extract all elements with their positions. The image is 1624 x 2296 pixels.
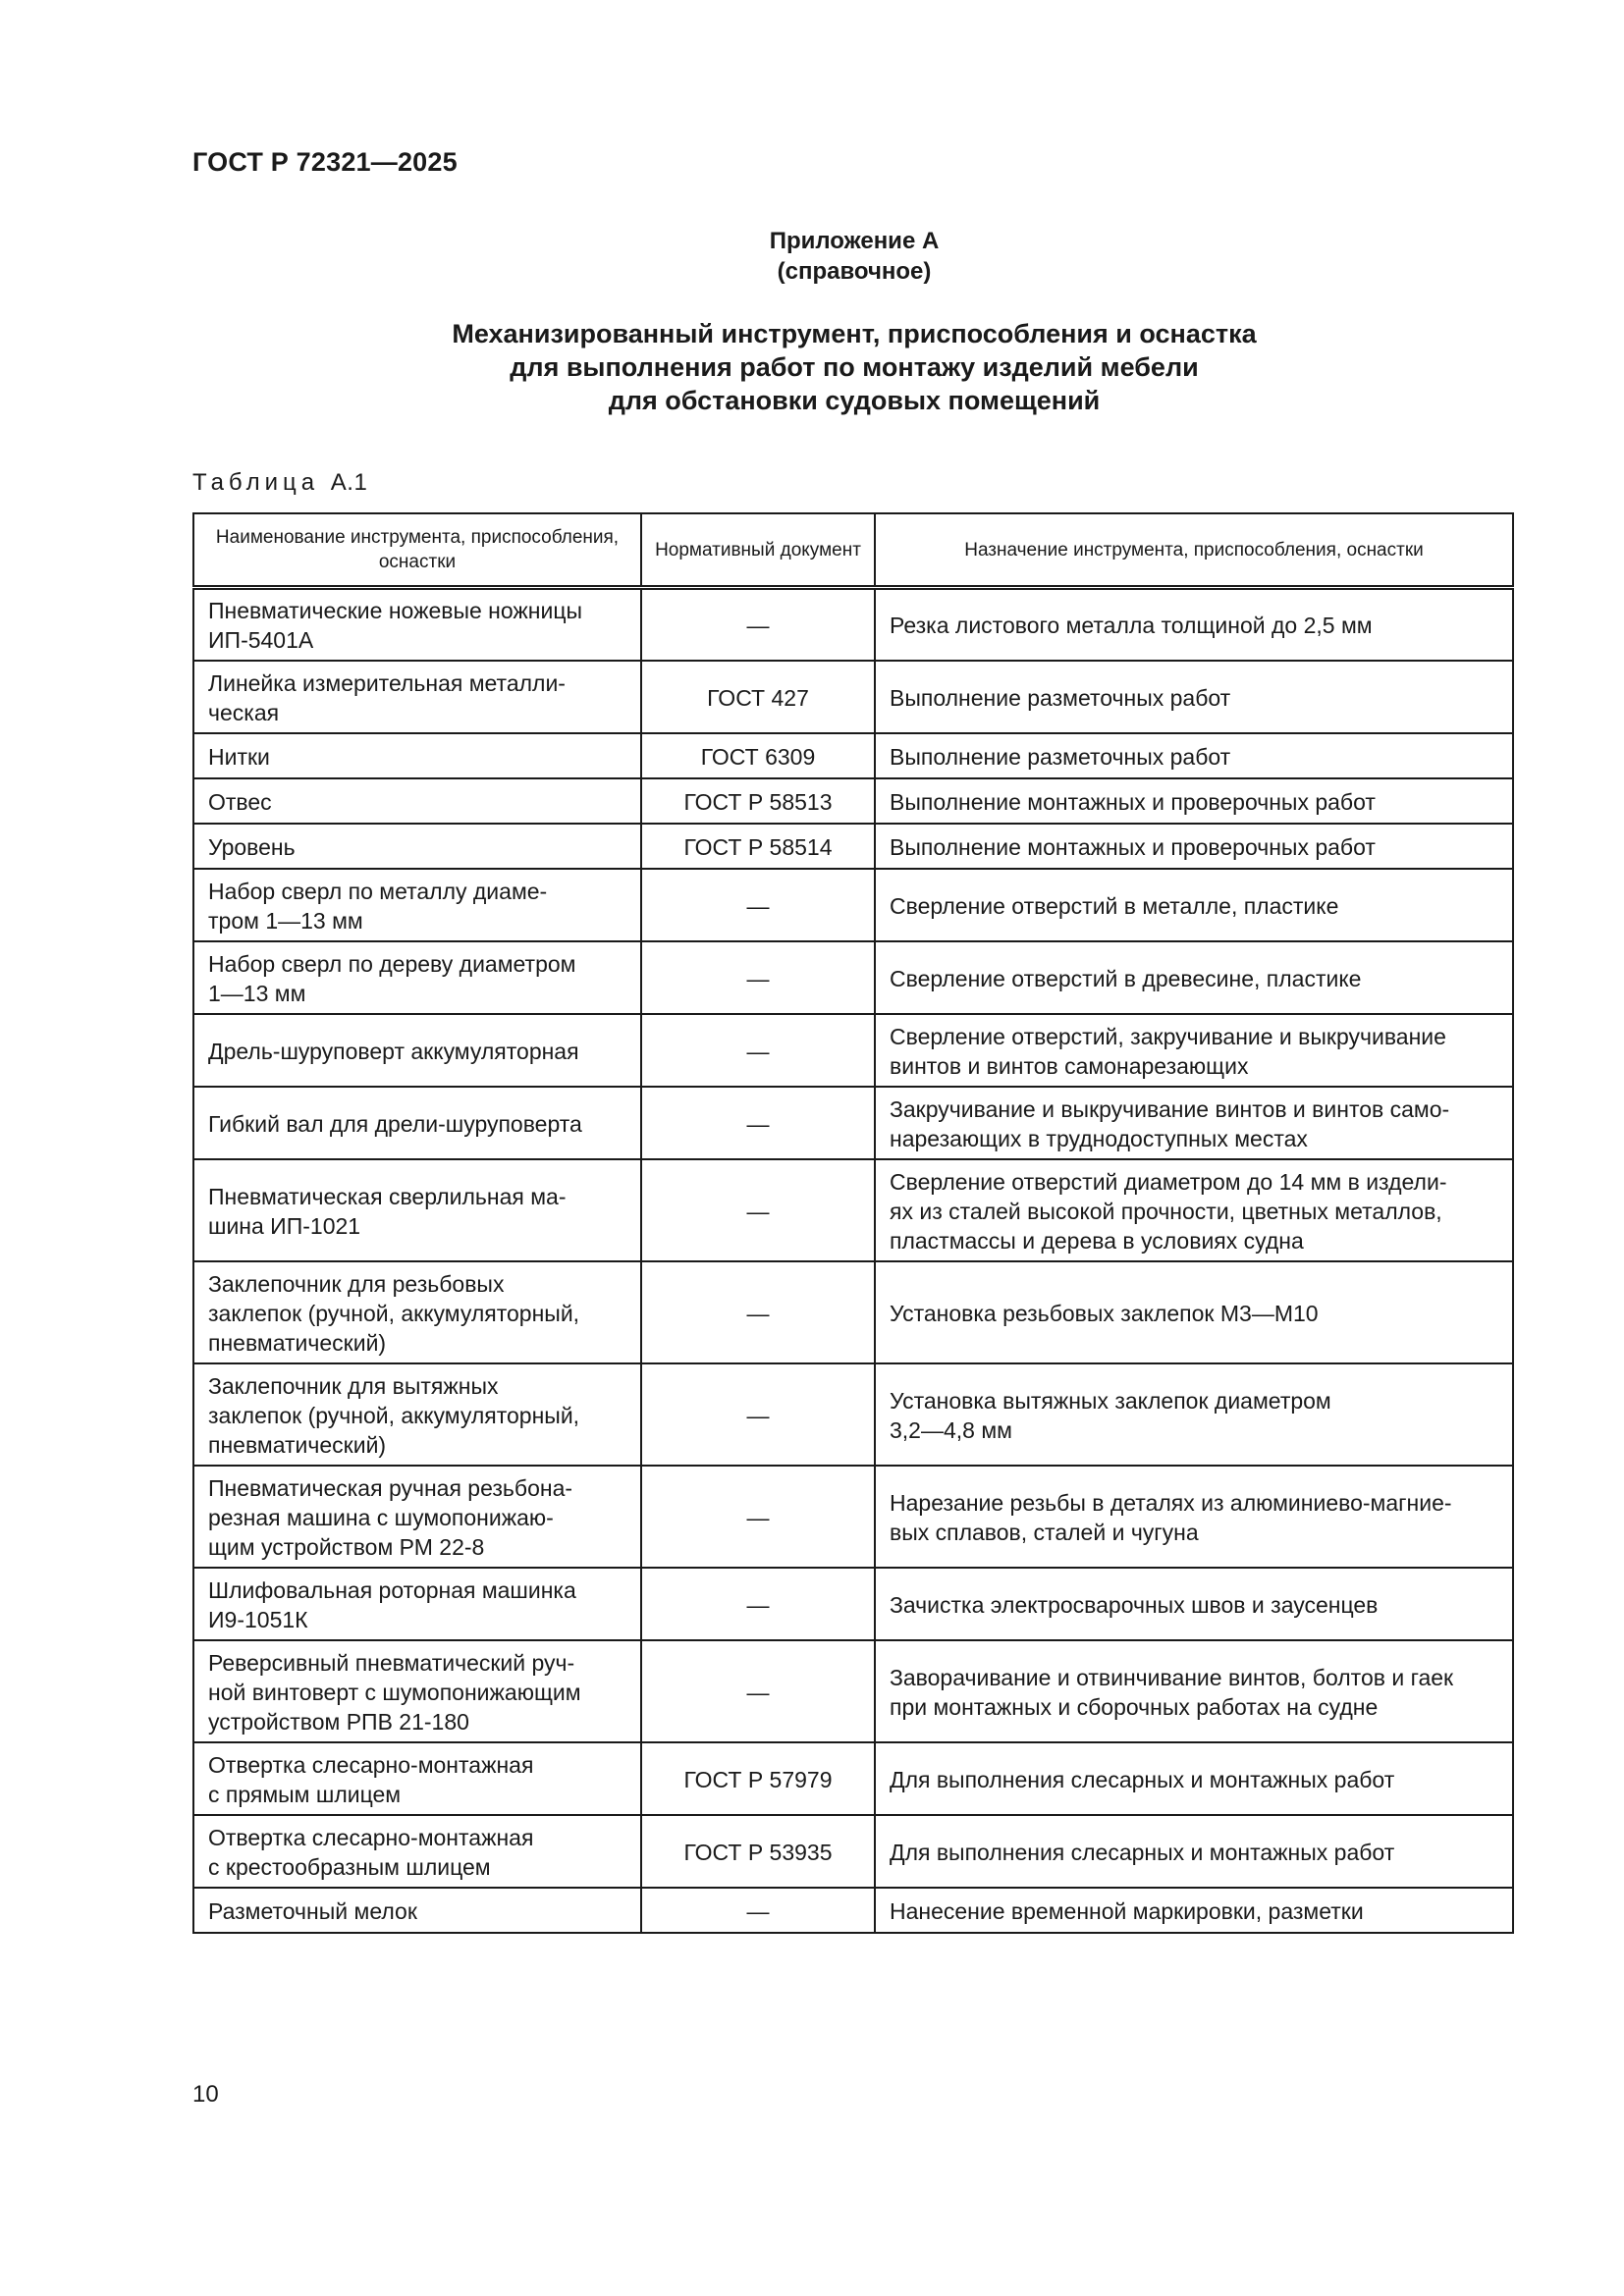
- table-caption-number: А.1: [330, 469, 368, 496]
- cell-text-line: с крестообразным шлицем: [208, 1853, 491, 1880]
- cell-tool-name: [193, 1261, 641, 1363]
- table-row: [193, 1742, 1513, 1815]
- header-text: приспособления, оснастки: [378, 527, 620, 572]
- cell-text-line: Выполнение монтажных и проверочных работ: [890, 788, 1376, 815]
- page-number: 10: [192, 2081, 219, 2108]
- cell-normative-document: —: [641, 1568, 875, 1640]
- cell-text-line: Закручивание и выкручивание винтов и винтов само-: [890, 1095, 1450, 1122]
- cell-text-line: устройством РПВ 21-180: [208, 1708, 469, 1735]
- cell-text-line: пневматический): [208, 1431, 387, 1458]
- cell-text-line: Установка резьбовых заклепок М3—М10: [890, 1300, 1319, 1326]
- cell-text-line: Сверление отверстий, закручивание и выкручивание: [890, 1023, 1446, 1049]
- cell-normative-document: ГОСТ Р 58513: [641, 778, 875, 824]
- cell-purpose: [875, 824, 1513, 869]
- cell-text-line: пневматический): [208, 1329, 387, 1356]
- cell-text-line: Зачистка электросварочных швов и заусенцев: [890, 1591, 1379, 1618]
- cell-tool-name: [193, 1568, 641, 1640]
- cell-tool-name: [193, 733, 641, 778]
- cell-normative-document: —: [641, 1466, 875, 1568]
- cell-text-line: заклепок (ручной, аккумуляторный,: [208, 1402, 580, 1428]
- table-row: [193, 1640, 1513, 1742]
- cell-normative-document: —: [641, 1014, 875, 1087]
- cell-text-line: тром 1—13 мм: [208, 907, 363, 934]
- cell-text-line: Нанесение временной маркировки, разметки: [890, 1897, 1364, 1924]
- cell-text-line: Разметочный мелок: [208, 1897, 417, 1924]
- header-text: Назначение инструмента, приспособления, оснастки: [964, 539, 1424, 561]
- cell-normative-document: —: [641, 1363, 875, 1466]
- table-row: [193, 1014, 1513, 1087]
- cell-text-line: при монтажных и сборочных работах на судне: [890, 1693, 1379, 1720]
- cell-tool-name: [193, 824, 641, 869]
- cell-text-line: Пневматическая ручная резьбона-: [208, 1474, 573, 1501]
- cell-purpose: [875, 1087, 1513, 1159]
- header-text: Нормативный: [655, 539, 776, 561]
- cell-text-line: Заклепочник для резьбовых: [208, 1270, 505, 1297]
- title-line: для выполнения работ по монтажу изделий мебели: [510, 352, 1199, 382]
- cell-text-line: 1—13 мм: [208, 980, 306, 1006]
- cell-purpose: [875, 1466, 1513, 1568]
- cell-purpose: [875, 1888, 1513, 1933]
- cell-text-line: Отвертка слесарно-монтажная: [208, 1751, 534, 1778]
- header-cell-purpose: [875, 513, 1513, 588]
- cell-purpose: [875, 869, 1513, 941]
- cell-normative-document: —: [641, 1261, 875, 1363]
- cell-text-line: Сверление отверстий диаметром до 14 мм в издели-: [890, 1168, 1447, 1195]
- cell-text-line: Заклепочник для вытяжных: [208, 1372, 499, 1399]
- cell-normative-document: —: [641, 1087, 875, 1159]
- document-code: ГОСТ Р 72321—2025: [192, 147, 458, 177]
- cell-text-line: Пневматические ножевые ножницы: [208, 598, 583, 623]
- cell-normative-document: ГОСТ 6309: [641, 733, 875, 778]
- table-row: [193, 824, 1513, 869]
- header-text: Наименование инструмента,: [215, 527, 466, 548]
- cell-normative-document: ГОСТ 427: [641, 661, 875, 733]
- cell-text-line: пластмассы и дерева в условиях судна: [890, 1227, 1304, 1254]
- cell-text-line: заклепок (ручной, аккумуляторный,: [208, 1300, 580, 1326]
- table-row: [193, 1261, 1513, 1363]
- cell-tool-name: [193, 1363, 641, 1466]
- table-row: [193, 1087, 1513, 1159]
- cell-text-line: Заворачивание и отвинчивание винтов, болтов и гаек: [890, 1664, 1454, 1690]
- cell-text-line: Шлифовальная роторная машинка: [208, 1576, 576, 1603]
- cell-tool-name: [193, 1888, 641, 1933]
- cell-tool-name: [193, 588, 641, 662]
- cell-tool-name: [193, 778, 641, 824]
- cell-normative-document: ГОСТ Р 53935: [641, 1815, 875, 1888]
- header-cell-name: [193, 513, 641, 588]
- cell-purpose: [875, 1640, 1513, 1742]
- cell-text-line: Установка вытяжных заклепок диаметром: [890, 1387, 1331, 1414]
- table-row: [193, 778, 1513, 824]
- table-row: [193, 869, 1513, 941]
- cell-tool-name: [193, 1640, 641, 1742]
- cell-text-line: Для выполнения слесарных и монтажных работ: [890, 1839, 1395, 1865]
- cell-purpose: [875, 1742, 1513, 1815]
- cell-purpose: [875, 1014, 1513, 1087]
- cell-text-line: 3,2—4,8 мм: [890, 1416, 1012, 1443]
- cell-text-line: с прямым шлицем: [208, 1781, 402, 1807]
- cell-purpose: [875, 733, 1513, 778]
- cell-text-line: Резка листового металла толщиной до 2,5 мм: [890, 613, 1373, 638]
- table-row: [193, 1815, 1513, 1888]
- cell-normative-document: ГОСТ Р 58514: [641, 824, 875, 869]
- cell-text-line: Отвес: [208, 788, 272, 815]
- cell-normative-document: —: [641, 1640, 875, 1742]
- cell-purpose: [875, 1815, 1513, 1888]
- cell-normative-document: ГОСТ Р 57979: [641, 1742, 875, 1815]
- title-line: Механизированный инструмент, приспособления и оснастка: [452, 319, 1257, 348]
- table-row: [193, 1568, 1513, 1640]
- table-row: [193, 733, 1513, 778]
- cell-purpose: [875, 1363, 1513, 1466]
- cell-text-line: винтов и винтов самонарезающих: [890, 1052, 1249, 1079]
- cell-text-line: Нитки: [208, 743, 270, 770]
- cell-text-line: Сверление отверстий в металле, пластике: [890, 892, 1339, 919]
- cell-normative-document: —: [641, 941, 875, 1014]
- cell-text-line: Отвертка слесарно-монтажная: [208, 1824, 534, 1850]
- table-row: [193, 588, 1513, 662]
- table-caption-word: Таблица: [192, 469, 320, 496]
- cell-tool-name: [193, 1742, 641, 1815]
- cell-purpose: [875, 661, 1513, 733]
- cell-text-line: нарезающих в труднодоступных местах: [890, 1125, 1308, 1151]
- cell-purpose: [875, 778, 1513, 824]
- appendix-title: [0, 317, 1624, 417]
- cell-purpose: [875, 1568, 1513, 1640]
- header-text: документ: [780, 539, 861, 561]
- cell-text-line: Гибкий вал для дрели-шуруповерта: [208, 1110, 582, 1137]
- table-row: [193, 1466, 1513, 1568]
- cell-purpose: [875, 588, 1513, 662]
- cell-text-line: резная машина с шумопонижаю-: [208, 1504, 554, 1530]
- table-header-row: [193, 513, 1513, 588]
- cell-purpose: [875, 1159, 1513, 1261]
- appendix-label: Приложение А: [769, 228, 940, 254]
- table-row: [193, 1363, 1513, 1466]
- cell-text-line: Выполнение монтажных и проверочных работ: [890, 833, 1376, 860]
- cell-text-line: Пневматическая сверлильная ма-: [208, 1183, 567, 1209]
- cell-tool-name: [193, 1466, 641, 1568]
- cell-purpose: [875, 941, 1513, 1014]
- appendix-heading: [0, 226, 1624, 287]
- cell-tool-name: [193, 1815, 641, 1888]
- cell-text-line: ИП-5401А: [208, 627, 314, 653]
- appendix-type: (справочное): [777, 258, 932, 285]
- cell-text-line: Набор сверл по дереву диаметром: [208, 950, 576, 977]
- table-row: [193, 661, 1513, 733]
- cell-tool-name: [193, 941, 641, 1014]
- cell-text-line: вых сплавов, сталей и чугуна: [890, 1519, 1199, 1545]
- cell-tool-name: [193, 1014, 641, 1087]
- table-row: [193, 1159, 1513, 1261]
- cell-tool-name: [193, 661, 641, 733]
- cell-text-line: Уровень: [208, 833, 296, 860]
- table-row: [193, 941, 1513, 1014]
- cell-text-line: Для выполнения слесарных и монтажных работ: [890, 1766, 1395, 1792]
- table-caption: [192, 469, 367, 497]
- cell-text-line: Дрель-шуруповерт аккумуляторная: [208, 1038, 579, 1064]
- cell-normative-document: —: [641, 588, 875, 662]
- cell-text-line: ях из сталей высокой прочности, цветных металлов,: [890, 1198, 1442, 1224]
- cell-text-line: И9-1051К: [208, 1606, 308, 1632]
- cell-tool-name: [193, 1159, 641, 1261]
- cell-text-line: щим устройством РМ 22-8: [208, 1533, 485, 1560]
- cell-purpose: [875, 1261, 1513, 1363]
- cell-text-line: Набор сверл по металлу диаме-: [208, 878, 548, 904]
- table-body: [193, 588, 1513, 1934]
- cell-text-line: Выполнение разметочных работ: [890, 684, 1231, 711]
- cell-text-line: ной винтоверт с шумопонижающим: [208, 1679, 581, 1705]
- cell-text-line: Линейка измерительная металли-: [208, 669, 566, 696]
- cell-normative-document: —: [641, 1159, 875, 1261]
- cell-tool-name: [193, 869, 641, 941]
- cell-normative-document: —: [641, 1888, 875, 1933]
- cell-text-line: Сверление отверстий в древесине, пластике: [890, 965, 1362, 991]
- cell-tool-name: [193, 1087, 641, 1159]
- cell-text-line: Нарезание резьбы в деталях из алюминиево-магние-: [890, 1489, 1452, 1516]
- header-cell-document: [641, 513, 875, 588]
- cell-text-line: ческая: [208, 699, 280, 725]
- cell-text-line: шина ИП-1021: [208, 1212, 361, 1239]
- tools-table: [192, 512, 1514, 1934]
- title-line: для обстановки судовых помещений: [608, 386, 1101, 415]
- cell-text-line: Реверсивный пневматический руч-: [208, 1649, 575, 1676]
- cell-normative-document: —: [641, 869, 875, 941]
- table-row: [193, 1888, 1513, 1933]
- cell-text-line: Выполнение разметочных работ: [890, 743, 1231, 770]
